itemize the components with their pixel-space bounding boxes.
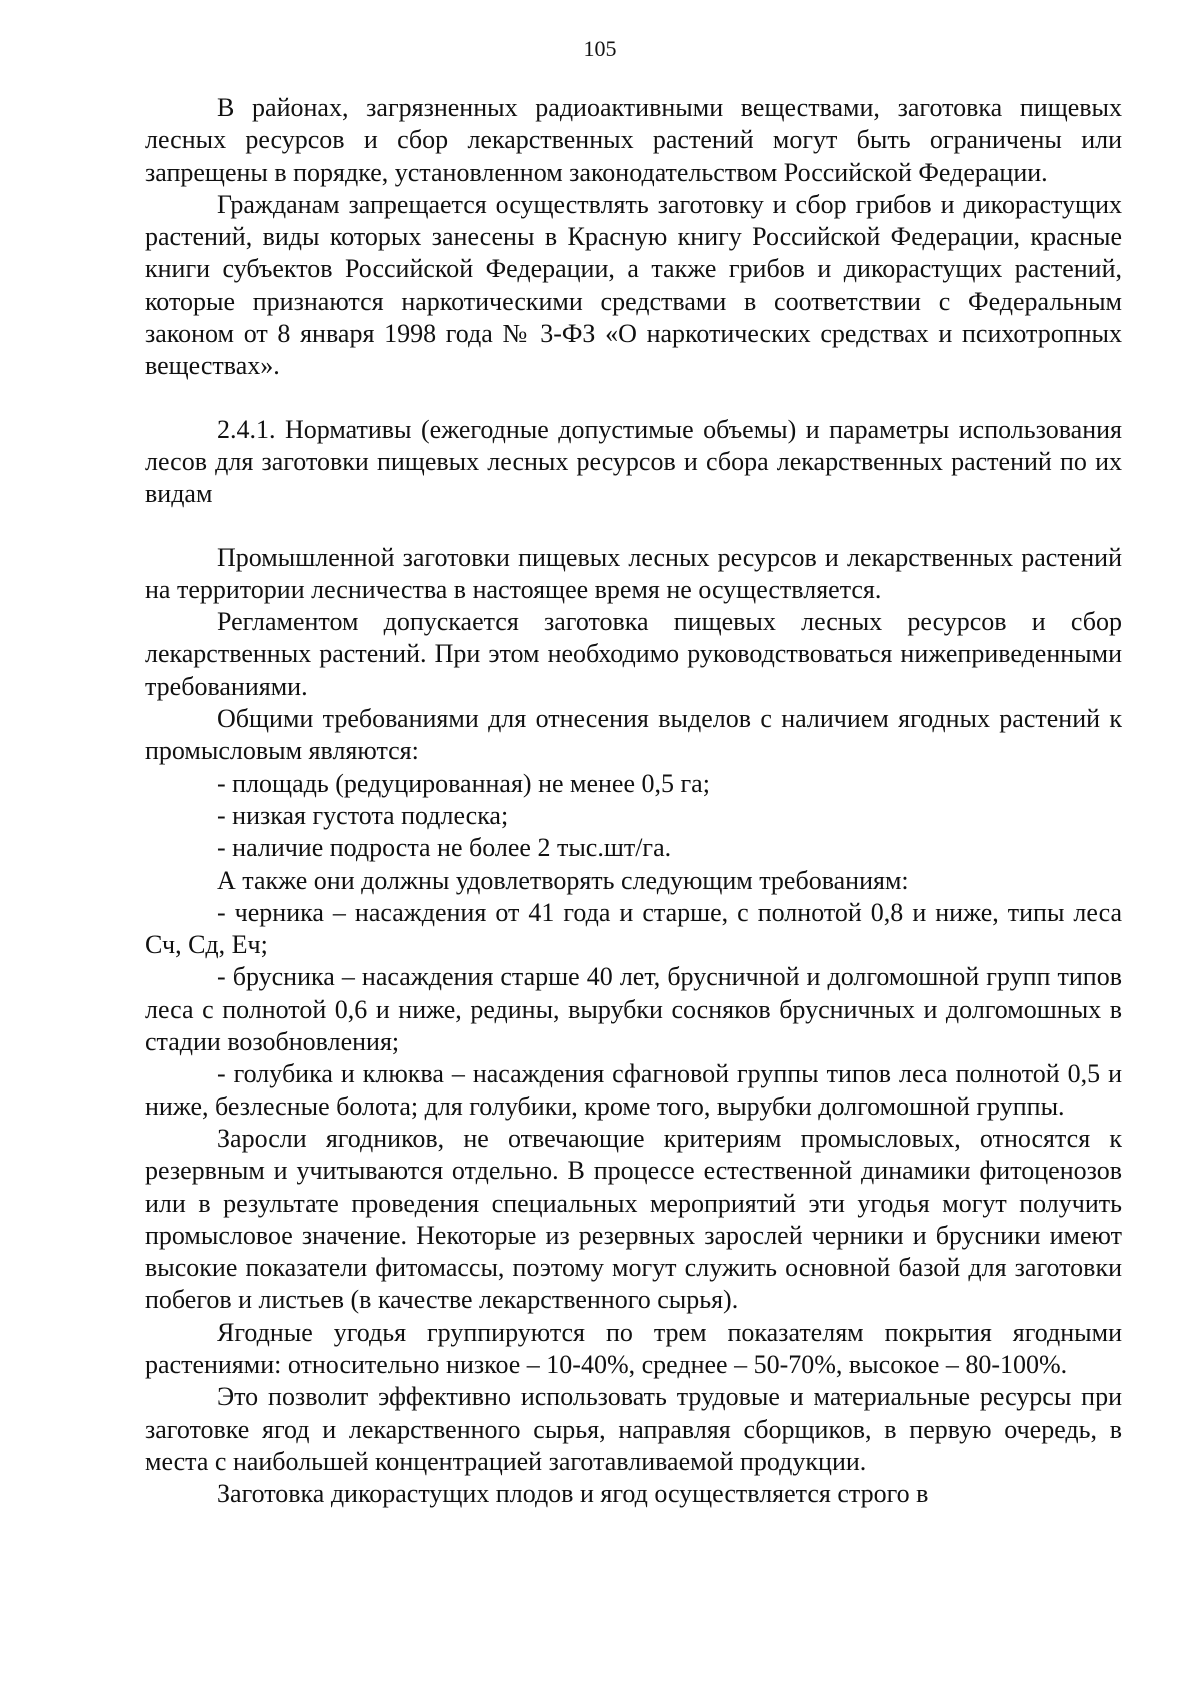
list-item-regrowth: - наличие подроста не более 2 тыс.шт/га. [217, 833, 672, 863]
page-number: 105 [583, 36, 617, 61]
section-heading-2-4-1: 2.4.1. Нормативы (ежегодные допустимые объемы) и параметры использования лесов для заготовки пищевых лесных ресурсов и сбора лекарственных растений по их видам [145, 414, 1122, 509]
document-body [145, 92, 1122, 1510]
paragraph-general-requirements: Общими требованиями для отнесения выделов с наличием ягодных растений к промысловым являются: [145, 704, 1122, 766]
paragraph-efficient-use: Это позволит эффективно использовать трудовые и материальные ресурсы при заготовке ягод и лекарственного сырья, направляя сборщиков, в первую очередь, в места с наибольшей концентрацией заготавливаемой продукции. [145, 1382, 1122, 1476]
paragraph-industrial-harvest: Промышленной заготовки пищевых лесных ресурсов и лекарственных растений на территории лесничества в настоящее время не осуществляется. [145, 542, 1122, 604]
list-item-undergrowth-density: - низкая густота подлеска; [217, 800, 509, 830]
paragraph-berry-lands-groups: Ягодные угодья группируются по трем показателям покрытия ягодными растениями: относительно низкое – 10-40%, среднее – 50-70%, высокое – 80-100%. [145, 1317, 1122, 1379]
list-item-lingonberry: - брусника – насаждения старше 40 лет, брусничной и долгомошной групп типов леса с полнотой 0,6 и ниже, редины, вырубки сосняков брусничных и долгомошных в стадии возобновления; [145, 962, 1122, 1057]
paragraph-regulation: Регламентом допускается заготовка пищевых лесных ресурсов и сбор лекарственных растений. При этом необходимо руководствоваться нижеприведенными требованиями. [145, 607, 1122, 701]
list-item-bog-bilberry-cranberry: - голубика и клюква – насаждения сфагновой группы типов леса полнотой 0,5 и ниже, безлесные болота; для голубики, кроме того, вырубки долгомошной группы. [145, 1059, 1122, 1121]
paragraph-harvest-wild-fruits: Заготовка дикорастущих плодов и ягод осуществляется строго в [217, 1479, 929, 1509]
paragraph-radioactive-areas: В районах, загрязненных радиоактивными веществами, заготовка пищевых лесных ресурсов и сбор лекарственных растений могут быть ограничены или запрещены в порядке, установленном законодательством Российской Федерации. [145, 93, 1122, 187]
paragraph-additional-requirements: А также они должны удовлетворять следующим требованиям: [217, 865, 909, 895]
paragraph-prohibition: Гражданам запрещается осуществлять заготовку и сбор грибов и дикорастущих растений, виды которых занесены в Красную книгу Российской Федерации, красные книги субъектов Российской Федерации, а также грибов и дикорастущих растений, которые признаются наркотическими средствами в соответствии с Федеральным законом от 8 января 1998 года № 3-ФЗ «О наркотических средствах и психотропных веществах». [145, 189, 1122, 381]
list-item-area: - площадь (редуцированная) не менее 0,5 га; [217, 768, 710, 798]
list-item-blueberry: - черника – насаждения от 41 года и старше, с полнотой 0,8 и ниже, типы леса Сч, Сд, Еч; [145, 897, 1122, 960]
paragraph-reserve-thickets: Заросли ягодников, не отвечающие критериям промысловых, относятся к резервным и учитываются отдельно. В процессе естественной динамики фитоценозов или в результате проведения специальных мероприятий эти угодья могут получить промысловое значение. Некоторые из резервных зарослей черники и брусники имеют высокие показатели фитомассы, поэтому могут служить основной базой для заготовки побегов и листьев (в качестве лекарственного сырья). [145, 1123, 1122, 1315]
